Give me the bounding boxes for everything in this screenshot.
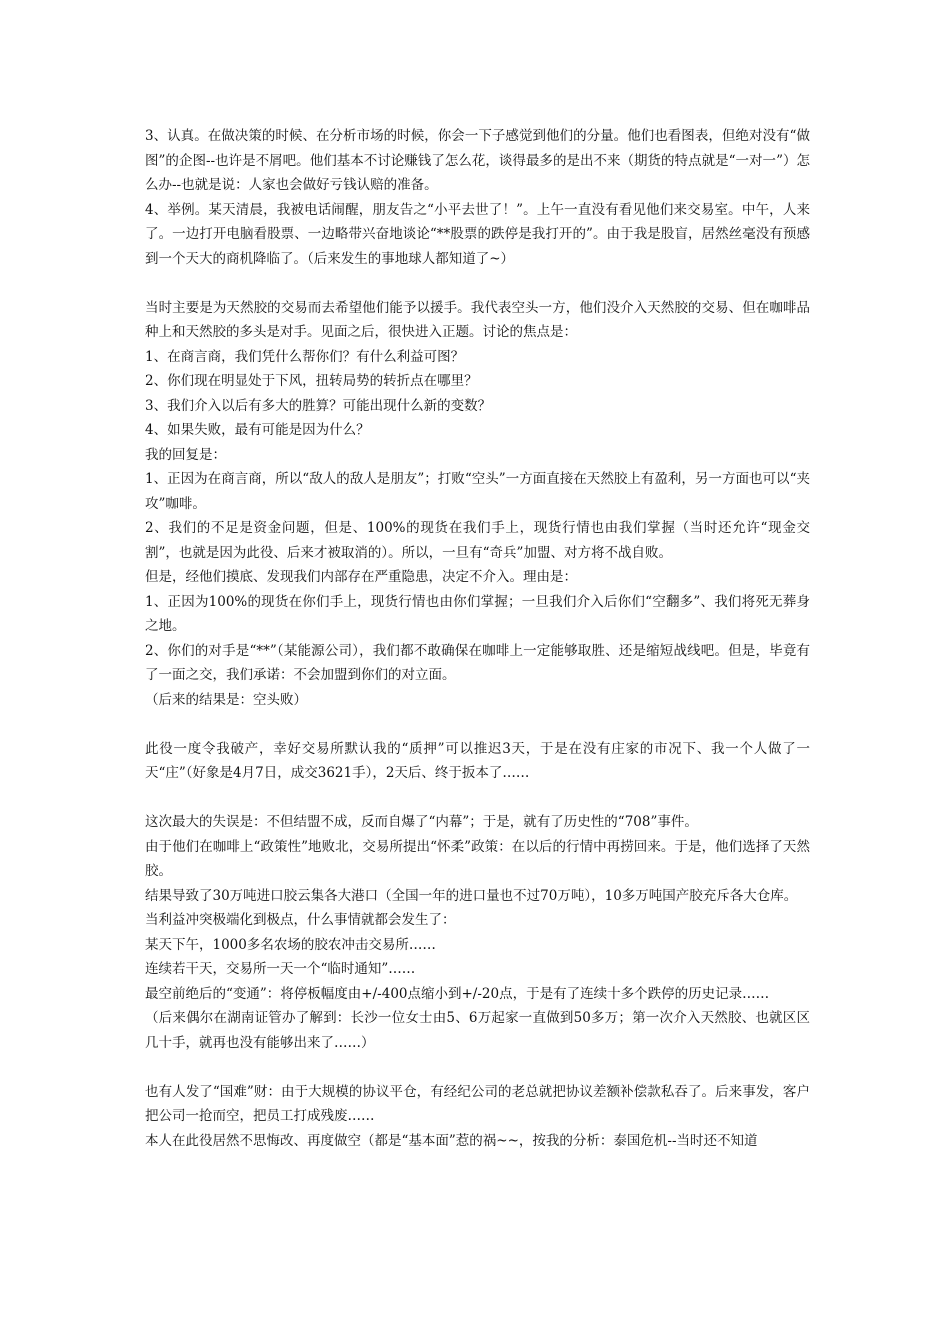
- list-item-question-4: 4、如果失败，最有可能是因为什么？: [145, 422, 370, 438]
- list-item-question-2: 2、你们现在明显处于下风，扭转局势的转折点在哪里？: [145, 373, 478, 389]
- list-item-question-3: 3、我们介入以后有多大的胜算？可能出现什么新的变数？: [145, 397, 492, 414]
- paragraph-bankruptcy: 此役一度令我破产，幸好交易所默认我的“质押”可以推迟3天，于是在没有庄家的市况下、我一个人做了一天“庄”（好象是4月7日，成交3621手），2天后、终于扳本了……: [145, 740, 810, 781]
- paragraph-point-3-seriousness: 3、认真。在做决策的时候、在分析市场的时候，你会一下子感觉到他们的分量。他们也看图表，但绝对没有“做图”的企图--也许是不屑吧。他们基本不讨论赚钱了怎么花，谈得最多的是出不来（期货的特点就是“一对一”）怎么办--也就是说：人家也会做好亏钱认赔的准备。: [145, 128, 810, 193]
- list-item-question-1: 1、在商言商，我们凭什么帮你们？有什么利益可图？: [145, 348, 465, 365]
- paragraph-farmers: 某天下午，1000多名农场的胶农冲击交易所……: [145, 936, 436, 953]
- list-item-reason-2: 2、你们的对手是“**”（某能源公司），我们都不敢确保在咖啡上一定能够取胜、还是缩短战线吧。但是，毕竟有了一面之交，我们承诺：不会加盟到你们的对立面。: [145, 642, 810, 683]
- paragraph-my-reply-heading: 我的回复是：: [145, 446, 226, 463]
- paragraph-policy: 由于他们在咖啡上“政策性”地败北，交易所提出“怀柔”政策：在以后的行情中再捞回来。于是，他们选择了天然胶。: [145, 838, 810, 879]
- paragraph-gap: [145, 786, 810, 811]
- paragraph-limit-change: 最空前绝后的“变通”：将停板幅度由+/-400点缩小到+/-20点，于是有了连续十多个跌停的历史记录……: [145, 985, 770, 1002]
- paragraph-conflict: 当利益冲突极端化到极点，什么事情就都会发生了：: [145, 912, 456, 928]
- paragraph-meeting-intro: 当时主要是为天然胶的交易而去希望他们能予以援手。我代表空头一方，他们没介入天然胶的交易、但在咖啡品种上和天然胶的多头是对手。见面之后，很快进入正题。讨论的焦点是：: [145, 299, 810, 340]
- paragraph-gap: [145, 271, 810, 296]
- paragraph-gap: [145, 712, 810, 737]
- paragraph-decision: 但是，经他们摸底、发现我们内部存在严重隐患，决定不介入。理由是：: [145, 569, 577, 585]
- paragraph-imports: 结果导致了30万吨进口胶云集各大港口（全国一年的进口量也不过70万吨），10多万吨国产胶充斥各大仓库。: [145, 887, 798, 904]
- list-item-reason-1: 1、正因为100%的现货在你们手上，现货行情也由你们掌握；一旦我们介入后你们“空翻多”、我们将死无葬身之地。: [145, 593, 810, 634]
- paragraph-notices: 连续若干天，交易所一天一个“临时通知”……: [145, 961, 416, 977]
- paragraph-point-4-example: 4、举例。某天清晨，我被电话闹醒，朋友告之“小平去世了！”。上午一直没有看见他们来交易室。中午，人来了。一边打开电脑看股票、一边略带兴奋地谈论“**股票的跌停是我打开的”。由于我是股盲，居然丝毫没有预感到一个天大的商机降临了。（后来发生的事地球人都知道了~）: [145, 201, 810, 267]
- paragraph-short-again: 本人在此役居然不思悔改、再度做空（都是“基本面”惹的祸~~，按我的分析：泰国危机--当时还不知道: [145, 1132, 758, 1149]
- list-item-reply-1: 1、正因为在商言商，所以“敌人的敌人是朋友”；打败“空头”一方面直接在天然胶上有盈利，另一方面也可以“夹攻”咖啡。: [145, 471, 810, 512]
- paragraph-national-crisis: 也有人发了“国难”财：由于大规模的协议平仓，有经纪公司的老总就把协议差额补偿款私吞了。后来事发，客户把公司一抢而空，把员工打成残废……: [145, 1083, 810, 1124]
- list-item-reply-2: 2、我们的不足是资金问题，但是、100%的现货在我们手上，现货行情也由我们掌握（当时还允许“现金交割”，也就是因为此役、后来才被取消的）。所以，一旦有“奇兵”加盟、对方将不战自败。: [145, 520, 810, 561]
- paragraph-biggest-mistake: 这次最大的失误是：不但结盟不成，反而自爆了“内幕”；于是，就有了历史性的“708”事件。: [145, 814, 698, 830]
- paragraph-changsha-note: （后来偶尔在湖南证管办了解到：长沙一位女士由5、6万起家一直做到50多万；第一次介入天然胶、也就区区几十手，就再也没有能够出来了……）: [145, 1010, 810, 1051]
- document-body: [145, 124, 810, 1153]
- paragraph-gap: [145, 1055, 810, 1080]
- paragraph-result: （后来的结果是：空头败）: [145, 691, 307, 708]
